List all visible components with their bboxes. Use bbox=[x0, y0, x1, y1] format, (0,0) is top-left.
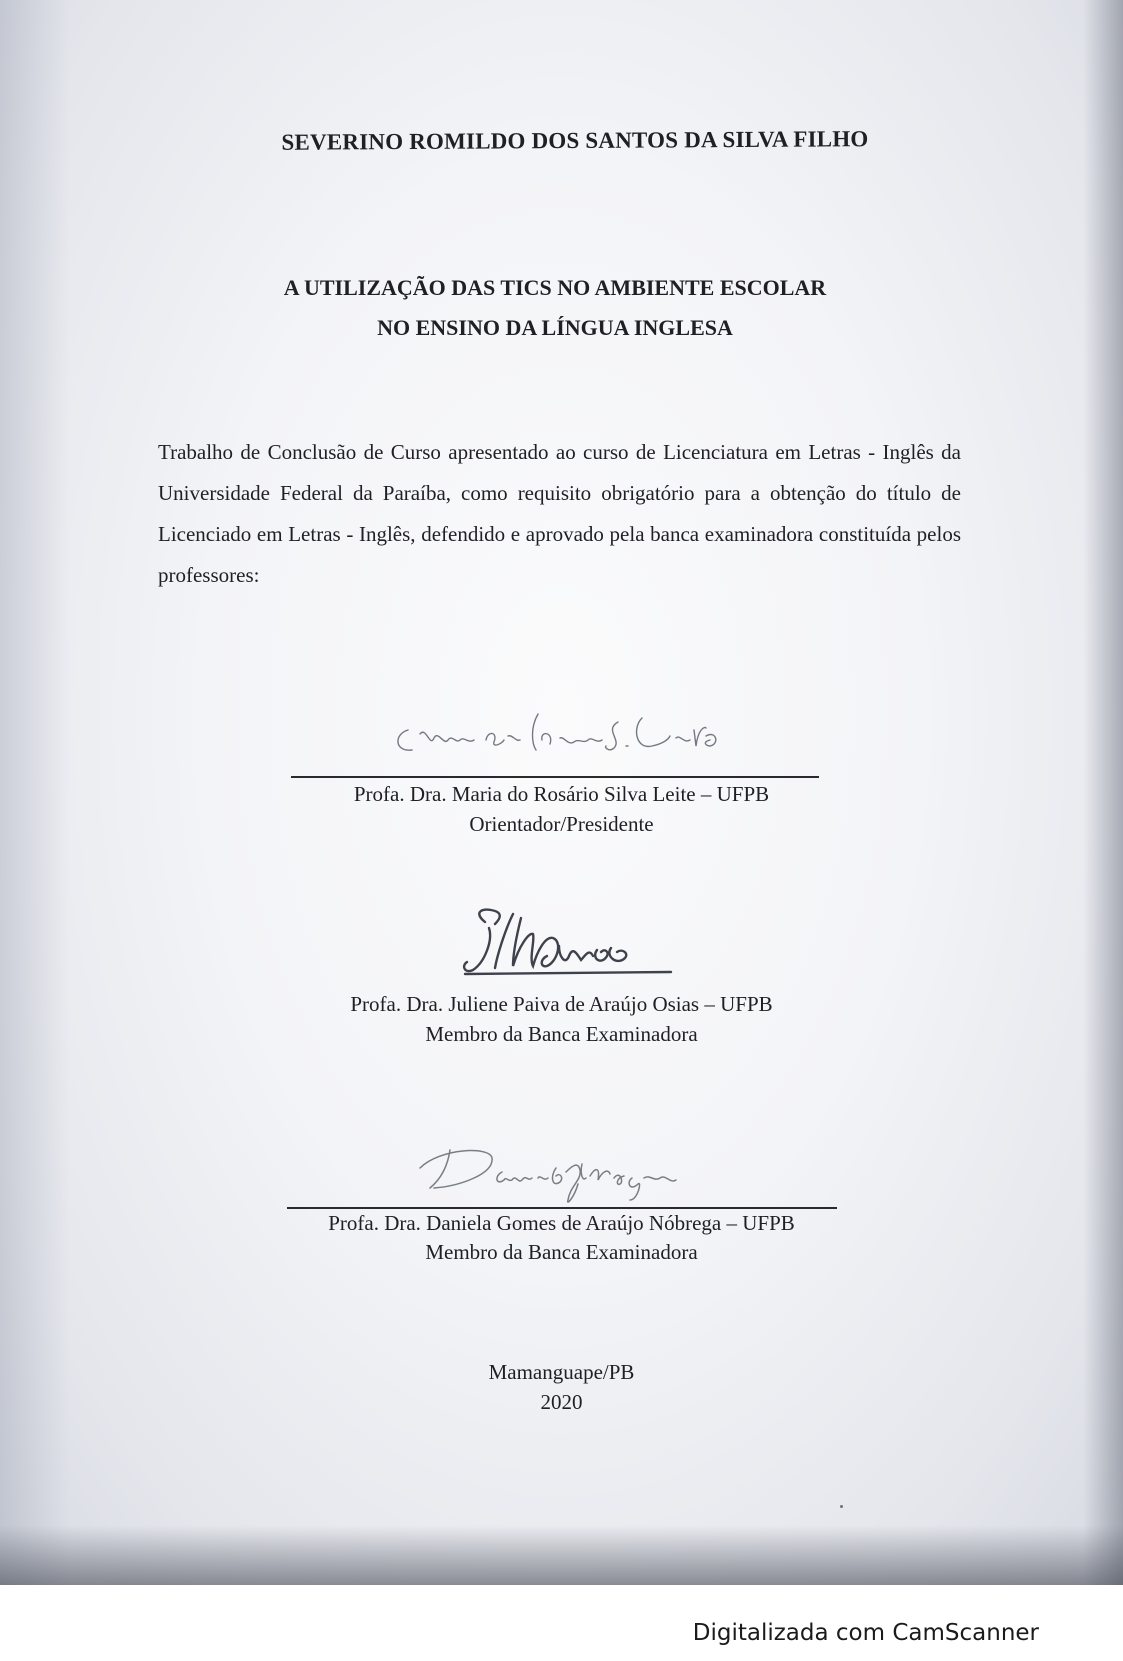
committee-member-1-name: Profa. Dra. Maria do Rosário Silva Leite – UFPB bbox=[353, 782, 770, 806]
author-name: SEVERINO ROMILDO DOS SANTOS DA SILVA FILHO bbox=[281, 126, 869, 155]
committee-member-1-role: Orientador/Presidente bbox=[469, 812, 654, 836]
title-line-2: NO ENSINO DA LÍNGUA INGLESA bbox=[377, 315, 733, 340]
title-line-1: A UTILIZAÇÃO DAS TICS NO AMBIENTE ESCOLAR bbox=[283, 275, 827, 300]
signature-line-1 bbox=[291, 776, 819, 778]
committee-member-2-name: Profa. Dra. Juliene Paiva de Araújo Osias – UFPB bbox=[350, 992, 773, 1016]
signature-3 bbox=[410, 1138, 720, 1208]
camscanner-watermark: Digitalizada com CamScanner bbox=[692, 1620, 1039, 1646]
city-label: Mamanguape/PB bbox=[488, 1360, 635, 1384]
dust-speck bbox=[840, 1505, 843, 1508]
paper-shadow-bottom bbox=[0, 1525, 1123, 1585]
committee-member-2-role: Membro da Banca Examinadora bbox=[425, 1022, 698, 1046]
committee-member-3-role: Membro da Banca Examinadora bbox=[425, 1240, 698, 1264]
year-label: 2020 bbox=[540, 1390, 583, 1414]
signature-2 bbox=[455, 900, 685, 980]
committee-member-3-name: Profa. Dra. Daniela Gomes de Araújo Nóbrega – UFPB bbox=[328, 1211, 795, 1235]
signature-1 bbox=[390, 700, 730, 758]
signature-line-3 bbox=[287, 1207, 837, 1209]
description-paragraph: Trabalho de Conclusão de Curso apresentado ao curso de Licenciatura em Letras - Inglês da Universidade Federal da Paraíba, como requisito obrigatório para a obtenção do título de Licenciado em Letras - Inglês, defendido e aprovado pela banca examinadora constituída pelos professores: bbox=[158, 440, 961, 587]
